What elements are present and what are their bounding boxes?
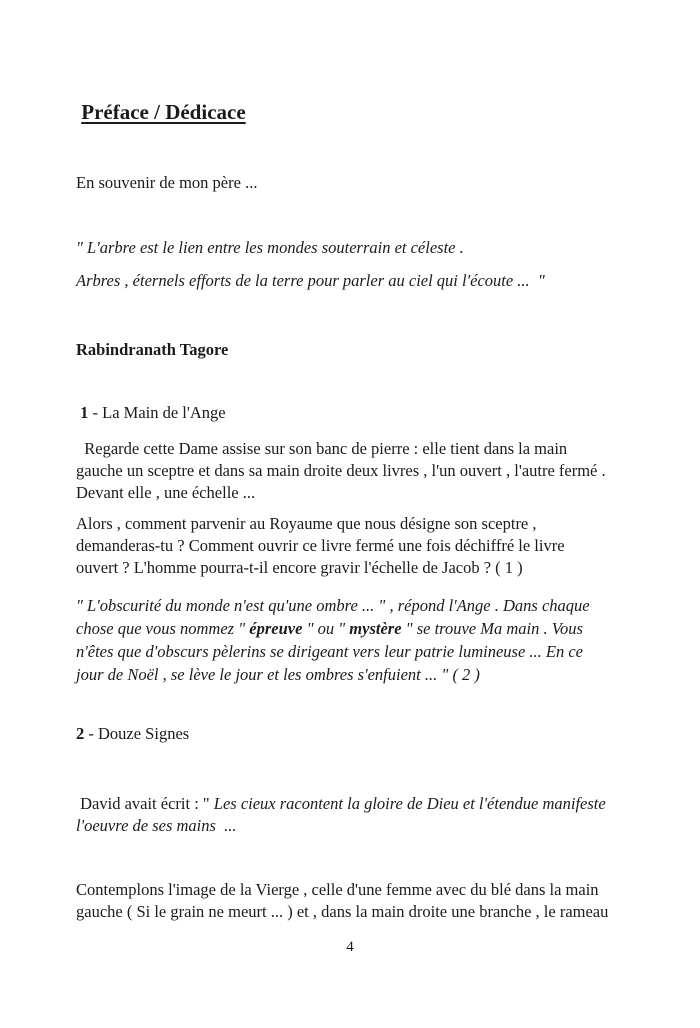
dedication [76, 172, 636, 194]
para-dame-line: gauche un sceptre et dans sa main droite deux livres , l'un ouvert , l'autre fermé . [76, 461, 606, 480]
heading-2 [76, 723, 636, 745]
para-vierge-line: gauche ( Si le grain ne meurt ... ) et , dans la main droite une branche , le rameau [76, 902, 609, 921]
para-vierge-line: Contemplons l'image de la Vierge , celle d'une femme avec du blé dans la main [76, 880, 599, 899]
epigraph-line-2-line: Arbres , éternels efforts de la terre pour parler au ciel qui l'écoute ... " [76, 271, 545, 290]
title [76, 99, 636, 125]
para-angel-reply [76, 594, 636, 686]
page-number: 4 [346, 939, 354, 955]
title-line: Préface / Dédicace [81, 100, 246, 124]
epigraph-line-1 [76, 237, 636, 259]
author [76, 339, 636, 361]
para-vierge [76, 879, 636, 923]
heading-2-line: 2 - Douze Signes [76, 724, 190, 743]
para-alors-line: ouvert ? L'homme pourra-t-il encore gravir l'échelle de Jacob ? ( 1 ) [76, 558, 523, 577]
para-dame [76, 438, 636, 504]
para-dame-line: Regarde cette Dame assise sur son banc de pierre : elle tient dans la main [76, 439, 568, 458]
para-david [76, 793, 636, 837]
para-angel-reply-line: chose que vous nommez " épreuve " ou " mystère " se trouve Ma main . Vous [76, 619, 583, 638]
para-alors-line: demanderas-tu ? Comment ouvrir ce livre fermé une fois déchiffré le livre [76, 536, 565, 555]
para-alors-line: Alors , comment parvenir au Royaume que nous désigne son sceptre , [76, 514, 537, 533]
heading-1-line: 1 - La Main de l'Ange [76, 403, 226, 422]
para-angel-reply-line: jour de Noël , se lève le jour et les ombres s'enfuient ... " ( 2 ) [76, 665, 480, 684]
para-david-line: l'oeuvre de ses mains ... [76, 816, 237, 835]
heading-1 [76, 402, 636, 424]
para-dame-line: Devant elle , une échelle ... [76, 483, 256, 502]
dedication-line: En souvenir de mon père ... [76, 173, 258, 192]
para-david-line: David avait écrit : " Les cieux racontent la gloire de Dieu et l'étendue manifeste [76, 794, 606, 813]
para-alors [76, 513, 636, 579]
epigraph-line-2 [76, 270, 636, 292]
epigraph-line-1-line: " L'arbre est le lien entre les mondes souterrain et céleste . [76, 238, 464, 257]
para-angel-reply-line: " L'obscurité du monde n'est qu'une ombre ... " , répond l'Ange . Dans chaque [76, 596, 590, 615]
para-angel-reply-line: n'êtes que d'obscurs pèlerins se dirigeant vers leur patrie lumineuse ... En ce [76, 642, 584, 661]
author-line: Rabindranath Tagore [76, 340, 229, 359]
document-body [76, 0, 636, 923]
